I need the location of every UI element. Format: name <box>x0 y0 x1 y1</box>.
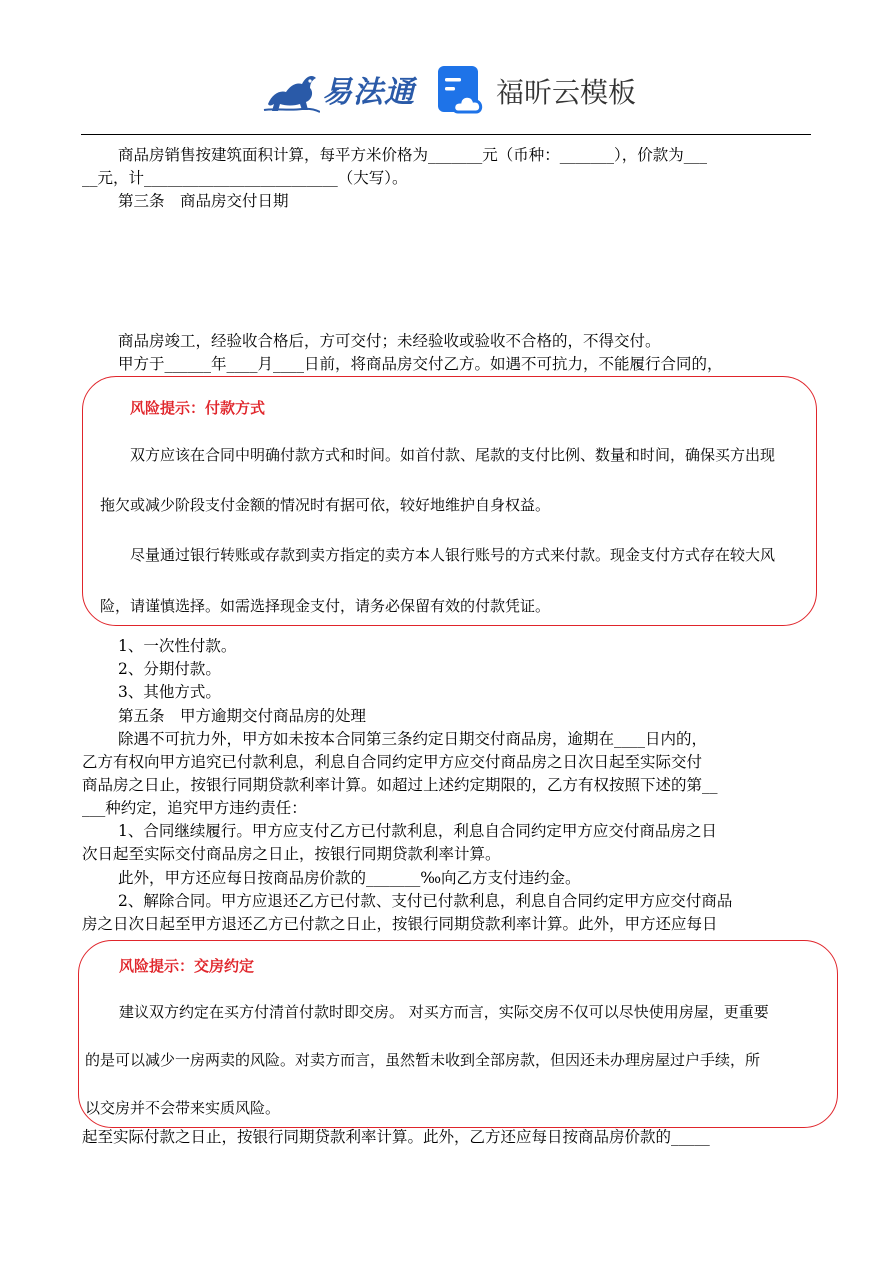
risk-tip-title: 风险提示：交房约定 <box>119 957 255 975</box>
section-heading: 第三条 商品房交付日期 <box>118 192 289 210</box>
risk-tip-line: 双方应该在合同中明确付款方式和时间。如首付款、尾款的支付比例、数量和时间，确保买方出现 <box>130 446 776 464</box>
risk-tip-box-payment <box>82 376 817 626</box>
foxit-template-logo <box>436 66 636 116</box>
list-item: 1、一次性付款。 <box>118 637 237 655</box>
page-header <box>0 0 893 125</box>
risk-tip-line: 尽量通过银行转账或存款到卖方指定的卖方本人银行账号的方式来付款。现金支付方式存在较大风 <box>130 546 776 564</box>
risk-tip-line: 拖欠或减少阶段支付金额的情况时有据可依，较好地维护自身权益。 <box>100 496 551 514</box>
body-line: 1、合同继续履行。甲方应支付乙方已付款利息，利息自合同约定甲方应交付商品房之日 <box>118 822 717 840</box>
body-line: 起至实际付款之日止，按银行同期贷款利率计算。此外，乙方还应每日按商品房价款的_____ <box>82 1128 710 1146</box>
cloud-document-icon <box>436 66 486 116</box>
body-line: 商品房竣工，经验收合格后，方可交付；未经验收或验收不合格的，不得交付。 <box>118 332 661 350</box>
body-line: 商品房销售按建筑面积计算，每平方米价格为_______元（币种：_______），价款为___ <box>118 146 708 164</box>
body-line: 除遇不可抗力外，甲方如未按本合同第三条约定日期交付商品房，逾期在____日内的， <box>118 730 708 748</box>
body-line: 商品房之日止，按银行同期贷款利率计算。如超过上述约定期限的，乙方有权按照下述的第__ <box>82 776 718 794</box>
risk-tip-line: 的是可以减少一房两卖的风险。对卖方而言，虽然暂未收到全部房款，但因还未办理房屋过户手续，所 <box>85 1051 761 1069</box>
risk-tip-line: 建议双方约定在买方付清首付款时即交房。 对买方而言，实际交房不仅可以尽快使用房屋，更重要 <box>119 1003 769 1021</box>
body-line: 乙方有权向甲方追究已付款利息，利息自合同约定甲方应交付商品房之日次日起至实际交付 <box>82 753 703 771</box>
yifatong-logo <box>262 64 415 114</box>
body-line: 2、解除合同。甲方应退还乙方已付款、支付已付款利息，利息自合同约定甲方应交付商品 <box>118 892 733 910</box>
section-heading: 第五条 甲方逾期交付商品房的处理 <box>118 707 367 725</box>
risk-tip-line: 以交房并不会带来实质风险。 <box>85 1099 281 1117</box>
header-divider <box>81 134 811 135</box>
list-item: 2、分期付款。 <box>118 660 221 678</box>
body-line: __元，计_________________________（大写）。 <box>82 169 408 187</box>
risk-tip-line: 险，请谨慎选择。如需选择现金支付，请务必保留有效的付款凭证。 <box>100 597 551 615</box>
yifatong-logo-text: 易法通 <box>322 75 415 110</box>
body-line: 此外，甲方还应每日按商品房价款的_______‰向乙方支付违约金。 <box>118 869 581 887</box>
qilin-logo-icon <box>262 64 320 114</box>
list-item: 3、其他方式。 <box>118 683 221 701</box>
body-line: 房之日次日起至甲方退还乙方已付款之日止，按银行同期贷款利率计算。此外，甲方还应每日 <box>82 915 718 933</box>
risk-tip-box-delivery <box>78 940 838 1128</box>
body-line: 次日起至实际交付商品房之日止，按银行同期贷款利率计算。 <box>82 845 501 863</box>
risk-tip-title: 风险提示：付款方式 <box>130 399 266 417</box>
body-line: 甲方于______年____月____日前，将商品房交付乙方。如遇不可抗力，不能履行合同的， <box>118 355 723 373</box>
foxit-template-logo-text: 福昕云模板 <box>496 76 637 109</box>
body-line: ___种约定，追究甲方违约责任： <box>82 799 307 817</box>
